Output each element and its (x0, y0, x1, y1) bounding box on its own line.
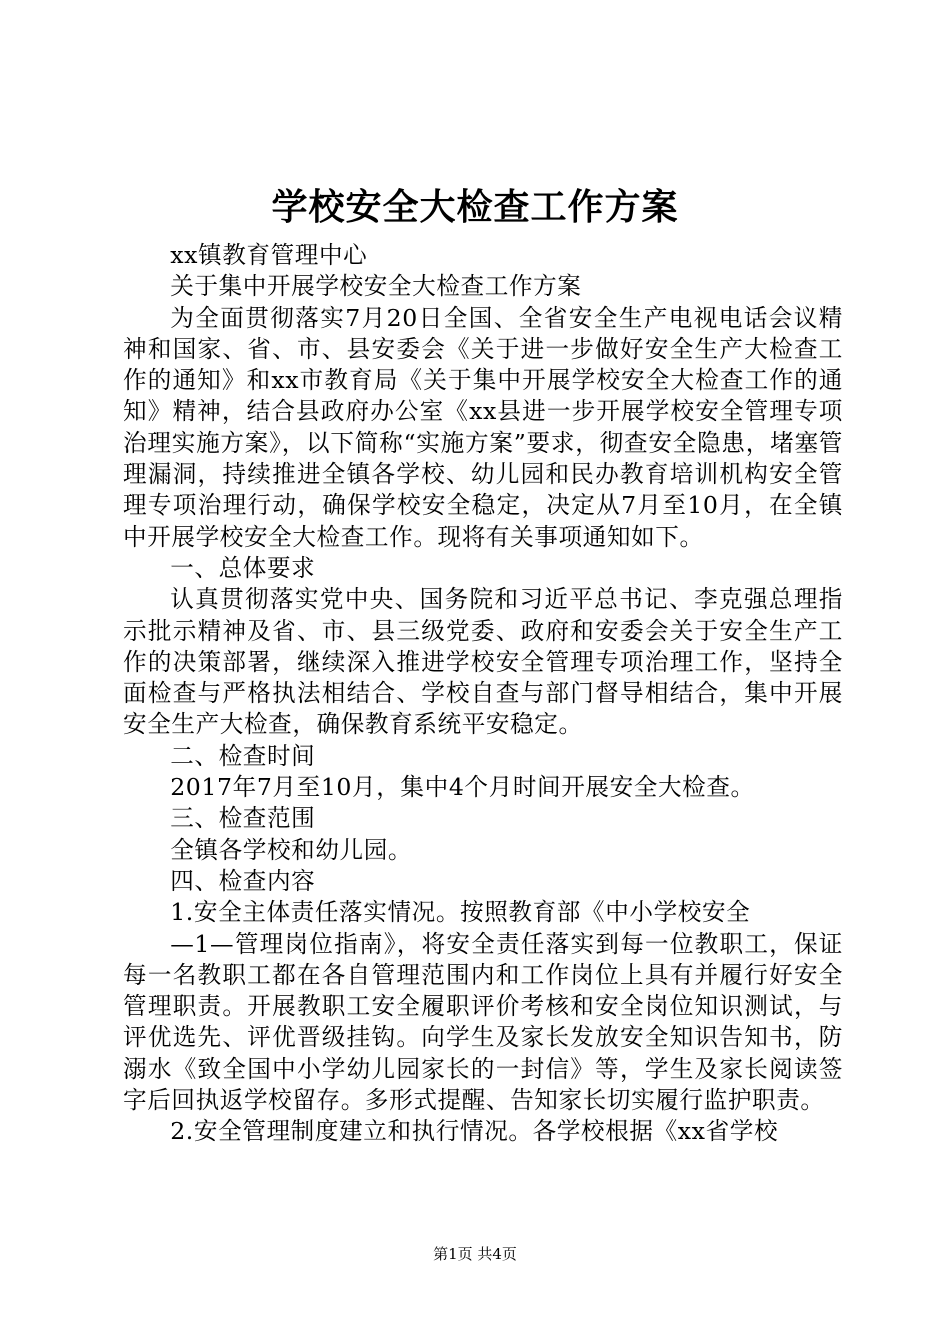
section-heading-3: 三、检查范围 (170, 804, 316, 833)
paragraph-org: xx镇教育管理中心 (170, 241, 368, 269)
paragraph-section-1: 认真贯彻落实党中央、国务院和习近平总书记、李克强总理指示批示精神及省、市、县三级党委、政府和安委会关于安全生产工作的决策部署，继续深入推进学校安全管理专项治理工作，坚持全面检查与严格执法相结合、学校自查与部门督导相结合，集中开展安全生产大检查，确保教育系统平安稳定。 (123, 585, 843, 739)
paragraph-item-1-cont: —1—管理岗位指南》，将安全责任落实到每一位教职工，保证每一名教职工都在各自管理范围内和工作岗位上具有并履行好安全管理职责。开展教职工安全履职评价考核和安全岗位知识测试，与评优选先、评优晋级挂钩。向学生及家长发放安全知识告知书，防溺水《致全国中小学幼儿园家长的一封信》等，学生及家长阅读签字后回执返学校留存。多形式提醒、告知家长切实履行监护职责。 (123, 929, 843, 1115)
section-heading-2: 二、检查时间 (170, 741, 316, 770)
page-footer: 第1页 共4页 (433, 1245, 517, 1263)
section-heading-4: 四、检查内容 (170, 866, 316, 895)
paragraph-item-1: 1.安全主体责任落实情况。按照教育部《中小学校安全 (170, 898, 751, 927)
document-body (123, 240, 843, 1148)
paragraph-item-2: 2.安全管理制度建立和执行情况。各学校根据《xx省学校 (170, 1117, 779, 1146)
document-title: 学校安全大检查工作方案 (271, 186, 679, 228)
paragraph-subtitle: 关于集中开展学校安全大检查工作方案 (170, 272, 582, 301)
paragraph-intro: 为全面贯彻落实7月20日全国、全省安全生产电视电话会议精神和国家、省、市、县安委会《关于进一步做好安全生产大检查工作的通知》和xx市教育局《关于集中开展学校安全大检查工作的通知》精神，结合县政府办公室《xx县进一步开展学校安全管理专项治理实施方案》，以下简称“实施方案”要求，彻查安全隐患，堵塞管理漏洞，持续推进全镇各学校、幼儿园和民办教育培训机构安全管理专项治理行动，确保学校安全稳定，决定从7月至10月，在全镇中开展学校安全大检查工作。现将有关事项通知如下。 (123, 303, 843, 551)
section-heading-1: 一、总体要求 (170, 553, 316, 582)
paragraph-section-2: 2017年7月至10月，集中4个月时间开展安全大检查。 (170, 773, 755, 802)
paragraph-section-3: 全镇各学校和幼儿园。 (170, 835, 413, 864)
